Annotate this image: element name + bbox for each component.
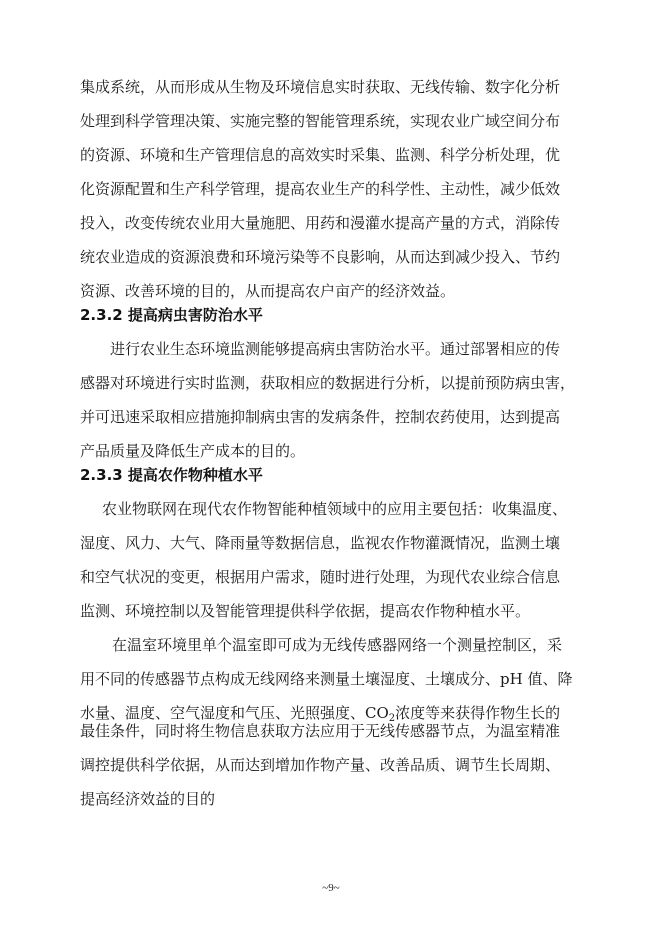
- paragraph-line: 调控提供科学依据，从而达到增加作物产量、改善品质、调节生长周期、: [80, 756, 561, 774]
- paragraph-line-co2: [80, 704, 560, 724]
- paragraph-line: 进行农业生态环境监测能够提高病虫害防治水平。通过部署相应的传: [110, 340, 561, 358]
- paragraph-line: 的资源、环境和生产管理信息的高效实时采集、监测、科学分析处理，优: [80, 146, 561, 164]
- paragraph-line: 用不同的传感器节点构成无线网络来测量土壤湿度、土壤成分、pH 值、降: [80, 670, 573, 688]
- paragraph-line: 产品质量及降低生产成本的目的。: [80, 442, 306, 460]
- paragraph-line: 感器对环境进行实时监测，获取相应的数据进行分析，以提前预防病虫害，: [80, 374, 576, 392]
- paragraph-line: 提高经济效益的目的: [80, 790, 216, 808]
- paragraph-line: 处理到科学管理决策、实施完整的智能管理系统，实现农业广域空间分布: [80, 112, 561, 130]
- paragraph-line: 投入，改变传统农业用大量施肥、用药和漫灌水提高产量的方式，消除传: [80, 214, 561, 232]
- co2-subscript: 2: [388, 713, 396, 724]
- paragraph-line: 监测、环境控制以及智能管理提供科学依据，提高农作物种植水平。: [80, 602, 531, 620]
- section-heading: 2.3.2 提高病虫害防治水平: [80, 306, 263, 324]
- paragraph-line: 湿度、风力、大气、降雨量等数据信息，监视农作物灌溉情况，监测土壤: [80, 534, 561, 552]
- paragraph-line: 最佳条件，同时将生物信息获取方法应用于无线传感器节点，为温室精准: [80, 722, 561, 740]
- co2-line-tail: 浓度等来获得作物生长的: [395, 704, 561, 722]
- paragraph-line: 农业物联网在现代农作物智能种植领域中的应用主要包括：收集温度、: [102, 500, 568, 518]
- paragraph-line: 资源、改善环境的目的，从而提高农户亩产的经济效益。: [80, 282, 456, 300]
- paragraph-line: 化资源配置和生产科学管理，提高农业生产的科学性、主动性，减少低效: [80, 180, 561, 198]
- paragraph-line: 集成系统，从而形成从生物及环境信息实时获取、无线传输、数字化分析: [80, 78, 561, 96]
- paragraph-line: 和空气状况的变更，根据用户需求，随时进行处理，为现代农业综合信息: [80, 568, 561, 586]
- paragraph-line: 统农业造成的资源浪费和环境污染等不良影响，从而达到减少投入、节约: [80, 248, 561, 266]
- co2-line-text: 水量、温度、空气湿度和气压、光照强度、CO: [80, 704, 389, 722]
- section-heading: 2.3.3 提高农作物种植水平: [80, 466, 263, 484]
- paragraph-line: 并可迅速采取相应措施抑制病虫害的发病条件，控制农药使用，达到提高: [80, 408, 561, 426]
- paragraph-line: 在温室环境里单个温室即可成为无线传感器网络一个测量控制区，采: [112, 636, 563, 654]
- page-number: ~9~: [322, 882, 340, 894]
